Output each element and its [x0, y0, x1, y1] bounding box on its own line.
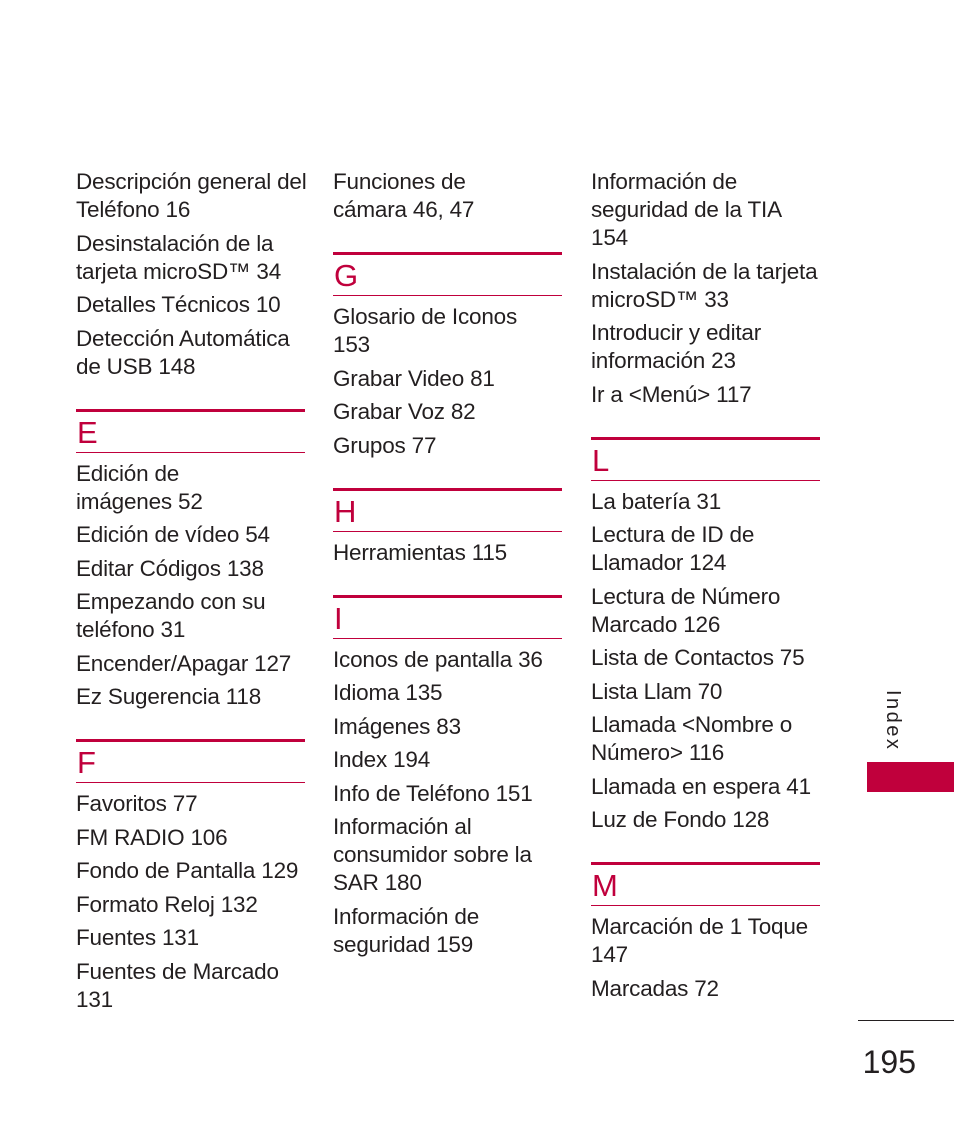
section-rule-top — [591, 437, 820, 440]
index-entry: Lista Llam 70 — [591, 678, 723, 704]
index-section-g — [333, 252, 562, 460]
index-entry: Index 194 — [333, 747, 431, 772]
index-entry: Favoritos 77 — [76, 791, 198, 816]
index-entry: Instalación de la tarjeta microSD™ 33 — [591, 258, 818, 312]
index-section-l — [591, 437, 820, 835]
index-entry: Editar Códigos 138 — [76, 555, 264, 581]
index-entry: Marcación de 1 Toque 147 — [591, 914, 808, 967]
section-rule-top — [333, 252, 562, 255]
section-letter: E — [77, 414, 98, 450]
section-letter: F — [77, 745, 96, 780]
index-entry: Idioma 135 — [333, 680, 443, 705]
section-rule-top — [76, 409, 305, 412]
index-entry: Edición de imágenes 52 — [76, 460, 203, 514]
index-entry: Edición de vídeo 54 — [76, 522, 270, 547]
section-letter: L — [592, 442, 610, 478]
index-entry: Glosario de Iconos 153 — [333, 304, 518, 357]
section-rule-bottom — [333, 531, 562, 532]
page-number: 195 — [862, 1044, 916, 1080]
section-rule-bottom — [333, 295, 562, 296]
index-entry: La batería 31 — [591, 488, 722, 514]
index-entry: Detección Automática de USB 148 — [76, 325, 290, 379]
index-entry: Fuentes de Marcado 131 — [76, 958, 279, 1012]
index-entry: Lectura de ID de Llamador 124 — [591, 522, 755, 575]
index-entry: Info de Teléfono 151 — [333, 780, 533, 806]
index-entry: Grupos 77 — [333, 432, 437, 458]
section-rule-top — [591, 862, 820, 865]
index-entry: Herramientas 115 — [333, 539, 507, 565]
section-rule-bottom — [591, 480, 820, 481]
index-entry: Fuentes 131 — [76, 925, 199, 950]
index-section-f — [76, 739, 305, 1014]
section-letter: G — [334, 258, 359, 293]
index-entry: Grabar Video 81 — [333, 365, 495, 391]
index-entry: Ir a <Menú> 117 — [591, 381, 752, 407]
section-rule-top — [333, 488, 562, 491]
index-entry: Lectura de Número Marcado 126 — [591, 583, 781, 637]
index-entry: Funciones de cámara 46, 47 — [333, 169, 475, 222]
index-entry: Descripción general del Teléfono 16 — [76, 169, 307, 222]
index-entry: Encender/Apagar 127 — [76, 650, 292, 676]
index-entry: Llamada en espera 41 — [591, 773, 811, 799]
section-letter: M — [592, 868, 618, 903]
side-tab-label: Index — [882, 690, 904, 752]
index-entry: Llamada <Nombre o Número> 116 — [591, 712, 793, 765]
index-section-h — [333, 488, 562, 567]
index-entry: Iconos de pantalla 36 — [333, 646, 543, 672]
index-section-e — [76, 409, 305, 712]
index-entry: Información de seguridad de la TIA 154 — [591, 169, 781, 250]
index-entry: Información de seguridad 159 — [333, 903, 480, 957]
index-entry: Luz de Fondo 128 — [591, 807, 770, 832]
index-section-i — [333, 595, 562, 959]
section-rule-bottom — [76, 452, 305, 453]
section-letter: H — [334, 493, 357, 529]
index-entry: FM RADIO 106 — [76, 824, 228, 850]
index-entry: Lista de Contactos 75 — [591, 645, 805, 670]
index-entry: Introducir y editar información 23 — [591, 320, 762, 373]
index-column-2 — [333, 168, 562, 964]
section-rule-top — [333, 595, 562, 598]
index-entry: Empezando con su teléfono 31 — [76, 589, 266, 642]
index-entry: Imágenes 83 — [333, 713, 461, 739]
index-entry: Formato Reloj 132 — [76, 891, 258, 917]
section-rule-bottom — [76, 782, 305, 783]
section-rule-bottom — [333, 638, 562, 639]
page-number-rule — [858, 1020, 954, 1021]
section-rule-bottom — [591, 905, 820, 906]
index-entry: Desinstalación de la tarjeta microSD™ 34 — [76, 230, 282, 284]
index-entry: Grabar Voz 82 — [333, 399, 476, 424]
index-entry: Ez Sugerencia 118 — [76, 684, 262, 709]
index-entry: Detalles Técnicos 10 — [76, 292, 281, 317]
side-tab-marker — [867, 762, 954, 792]
index-column-3 — [591, 168, 820, 1008]
index-column-1 — [76, 168, 305, 1019]
section-letter: I — [334, 600, 343, 636]
index-entry: Fondo de Pantalla 129 — [76, 858, 299, 883]
index-entry: Información al consumidor sobre la SAR 180 — [333, 814, 532, 895]
index-section-m — [591, 862, 820, 1003]
section-rule-top — [76, 739, 305, 742]
index-entry: Marcadas 72 — [591, 975, 719, 1001]
